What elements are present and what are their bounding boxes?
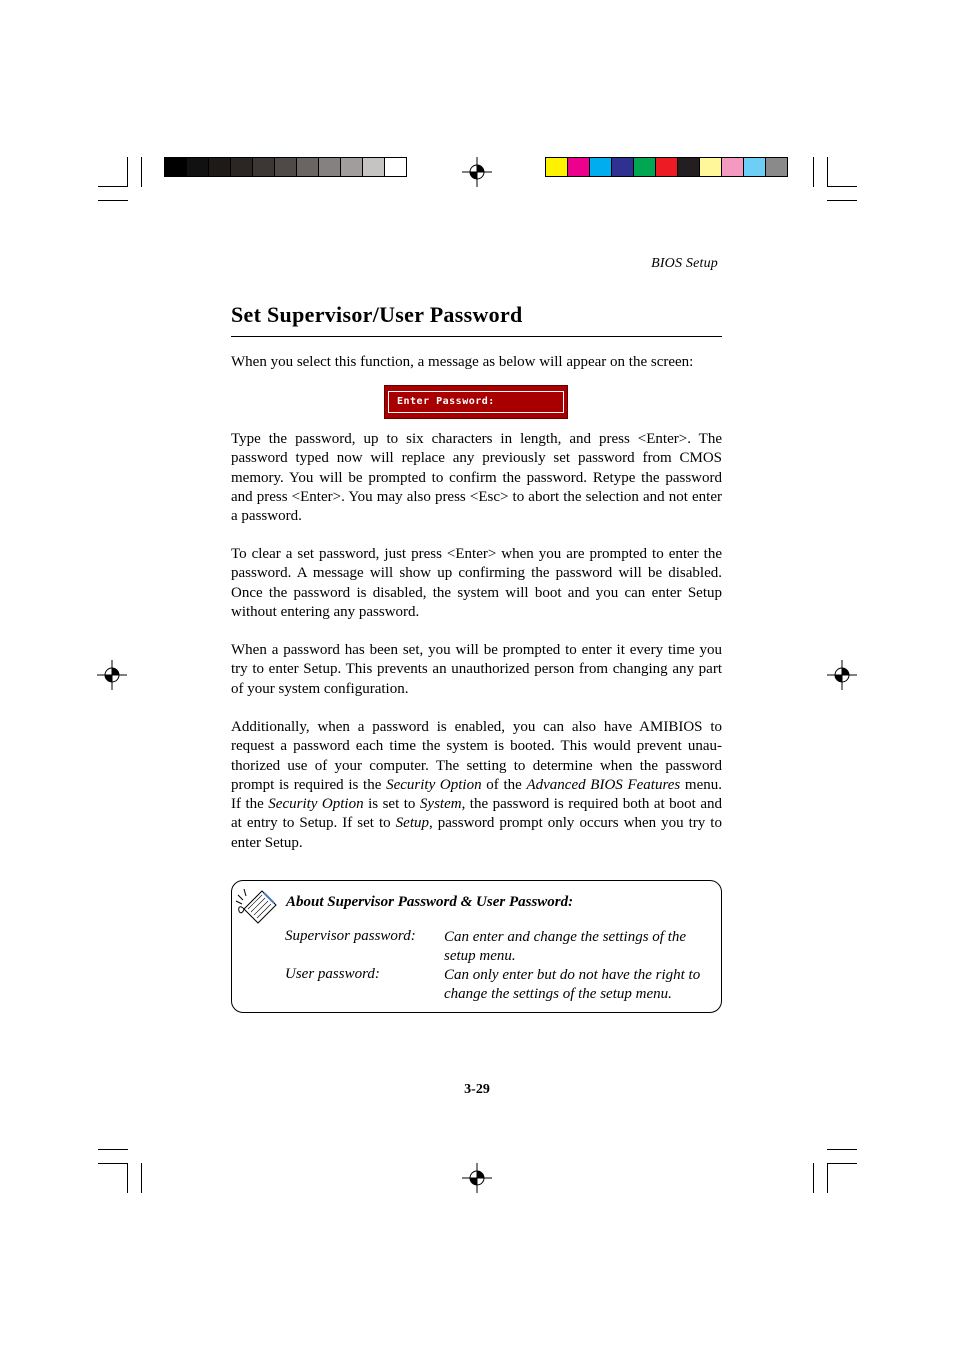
- paragraph-security-option: Additionally, when a password is enabled, you can also have AMIBIOS to request a password each time the system is booted. This would prevent unau-thorized use of your computer. The setting to determine when the password prompt is required is the Security Option of the Advanced BIOS Features menu. If the Security Option is set to System, the password is required both at boot and at entry to Setup. If set to Setup, password prompt only occurs when you try to enter Setup.: [231, 719, 722, 851]
- registration-mark-icon: [462, 1163, 492, 1193]
- calibration-swatch: [765, 157, 788, 177]
- paragraph-type-password: Type the password, up to six characters in length, and press <Enter>. The password typed now will replace any previously set password from CMOS memory. You will be prompted to confirm the password. Retype the password and press <Enter>. You may also press <Esc> to abort the selection and not enter a password.: [231, 431, 722, 525]
- registration-mark-icon: [97, 660, 127, 690]
- calibration-swatch: [743, 157, 766, 177]
- note-box: [231, 880, 722, 1013]
- title-underline: [231, 336, 722, 337]
- bios-password-prompt: [384, 385, 568, 419]
- note-title: About Supervisor Password & User Password:: [286, 894, 574, 910]
- intro-paragraph: When you select this function, a message as below will appear on the screen:: [231, 354, 694, 370]
- note-term-user: User password:: [285, 966, 380, 982]
- running-header: BIOS Setup: [651, 256, 718, 271]
- calibration-swatch: [318, 157, 341, 177]
- page-title: Set Supervisor/User Password: [231, 302, 523, 327]
- calibration-swatch: [252, 157, 275, 177]
- calibration-swatch: [611, 157, 634, 177]
- registration-mark-icon: [827, 660, 857, 690]
- calibration-swatch: [677, 157, 700, 177]
- registration-mark-icon: [462, 157, 492, 187]
- calibration-swatch: [699, 157, 722, 177]
- note-definition-supervisor: Can enter and change the settings of the setup menu.: [444, 929, 687, 965]
- calibration-swatch: [274, 157, 297, 177]
- paragraph-clear-password: To clear a set password, just press <Enter> when you are prompted to enter the password. A message will show up confirming the password will be disabled. Once the password is disabled, the system will boot and you can enter Setup without entering any password.: [231, 546, 722, 620]
- calibration-swatch: [362, 157, 385, 177]
- note-term-supervisor: Supervisor password:: [285, 928, 416, 944]
- calibration-swatch: [186, 157, 209, 177]
- calibration-swatch: [164, 157, 187, 177]
- page-number: 3-29: [464, 1082, 490, 1097]
- note-paper-icon: [234, 885, 280, 925]
- calibration-swatch: [296, 157, 319, 177]
- calibration-swatch: [545, 157, 568, 177]
- calibration-swatch: [567, 157, 590, 177]
- calibration-swatch: [208, 157, 231, 177]
- calibration-swatch: [589, 157, 612, 177]
- calibration-swatch: [633, 157, 656, 177]
- prompt-label: Enter Password:: [397, 396, 495, 407]
- calibration-swatch: [230, 157, 253, 177]
- calibration-swatch: [384, 157, 407, 177]
- paragraph-password-set: When a password has been set, you will be prompted to enter it every time you try to enter Setup. This prevents an unauthorized person from changing any part of your system configuration.: [231, 642, 722, 697]
- calibration-swatch: [721, 157, 744, 177]
- calibration-swatch: [340, 157, 363, 177]
- note-definition-user: Can only enter but do not have the right to change the settings of the setup menu.: [444, 967, 701, 1003]
- calibration-swatch: [655, 157, 678, 177]
